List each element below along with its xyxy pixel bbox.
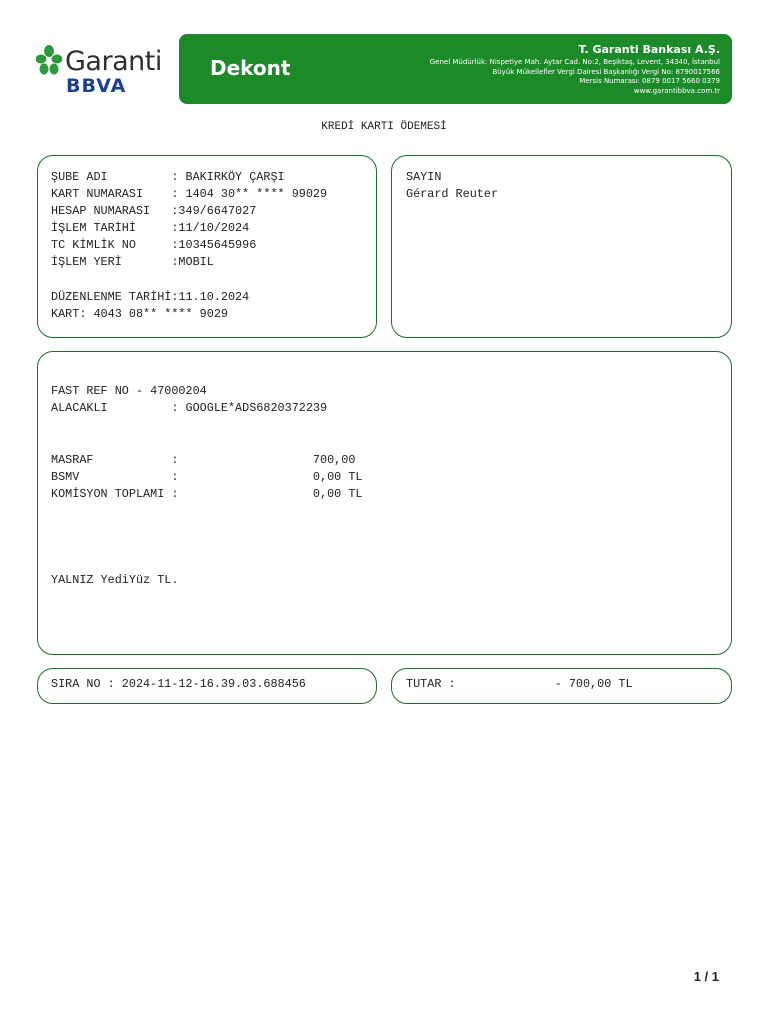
- creditor-line: ALACAKLI : GOOGLE*ADS6820372239: [51, 401, 328, 415]
- sequence-box: [37, 668, 377, 704]
- logo-sub: BBVA: [66, 75, 127, 97]
- details-box: [37, 155, 377, 338]
- amount-in-words: YALNIZ YediYüz TL.: [51, 573, 179, 587]
- card-line: KART: 4043 08** **** 9029: [51, 307, 228, 321]
- recipient-name: Gérard Reuter: [406, 187, 499, 201]
- fee-line: MASRAF : 700,00: [51, 453, 356, 467]
- recipient-box: [391, 155, 732, 338]
- total-amount: TUTAR : - 700,00 TL: [406, 677, 633, 691]
- issue-date-line: DÜZENLENME TARİHİ:11.10.2024: [51, 290, 250, 304]
- transaction-place-line: İŞLEM YERİ :MOBIL: [51, 255, 214, 269]
- header-banner: [179, 34, 732, 104]
- page-number: 1 / 1: [693, 969, 719, 984]
- logo-name: Garanti: [65, 46, 162, 77]
- bsmv-line: BSMV : 0,00 TL: [51, 470, 363, 484]
- bank-address-line: Genel Müdürlük: Nispetiye Mah. Aytar Cad. No:2, Beşiktaş, Levent, 34340, İstanbul: [429, 58, 720, 66]
- commission-line: KOMİSYON TOPLAMI : 0,00 TL: [51, 487, 363, 501]
- sequence-number: SIRA NO : 2024-11-12-16.39.03.688456: [51, 677, 306, 691]
- bank-name: T. Garanti Bankası A.Ş.: [578, 43, 720, 56]
- transaction-box: [37, 351, 732, 655]
- clover-icon: [36, 45, 62, 79]
- card-number-line: KART NUMARASI : 1404 30** **** 99029: [51, 187, 328, 201]
- bank-website-line: www.garantibbva.com.tr: [633, 86, 720, 95]
- account-number-line: HESAP NUMARASI :349/6647027: [51, 204, 257, 218]
- transaction-date-line: İŞLEM TARİHİ :11/10/2024: [51, 221, 250, 235]
- bank-tax-line: Büyük Mükellefler Vergi Dairesi Başkanlığı Vergi No: 8790017566: [492, 67, 720, 76]
- salutation: SAYIN: [406, 170, 442, 184]
- branch-line: ŞUBE ADI : BAKIRKÖY ÇARŞI: [51, 170, 285, 184]
- garanti-bbva-logo: [36, 42, 162, 97]
- bank-info: [430, 42, 720, 96]
- fast-ref-line: FAST REF NO - 47000204: [51, 384, 207, 398]
- bank-mersis-line: Mersis Numarası: 0879 0017 5660 0379: [579, 77, 720, 86]
- banner-title: Dekont: [210, 56, 291, 80]
- tc-id-line: TC KİMLİK NO :10345645996: [51, 238, 257, 252]
- document-title: KREDİ KARTI ÖDEMESİ: [321, 121, 447, 133]
- total-box: [391, 668, 732, 704]
